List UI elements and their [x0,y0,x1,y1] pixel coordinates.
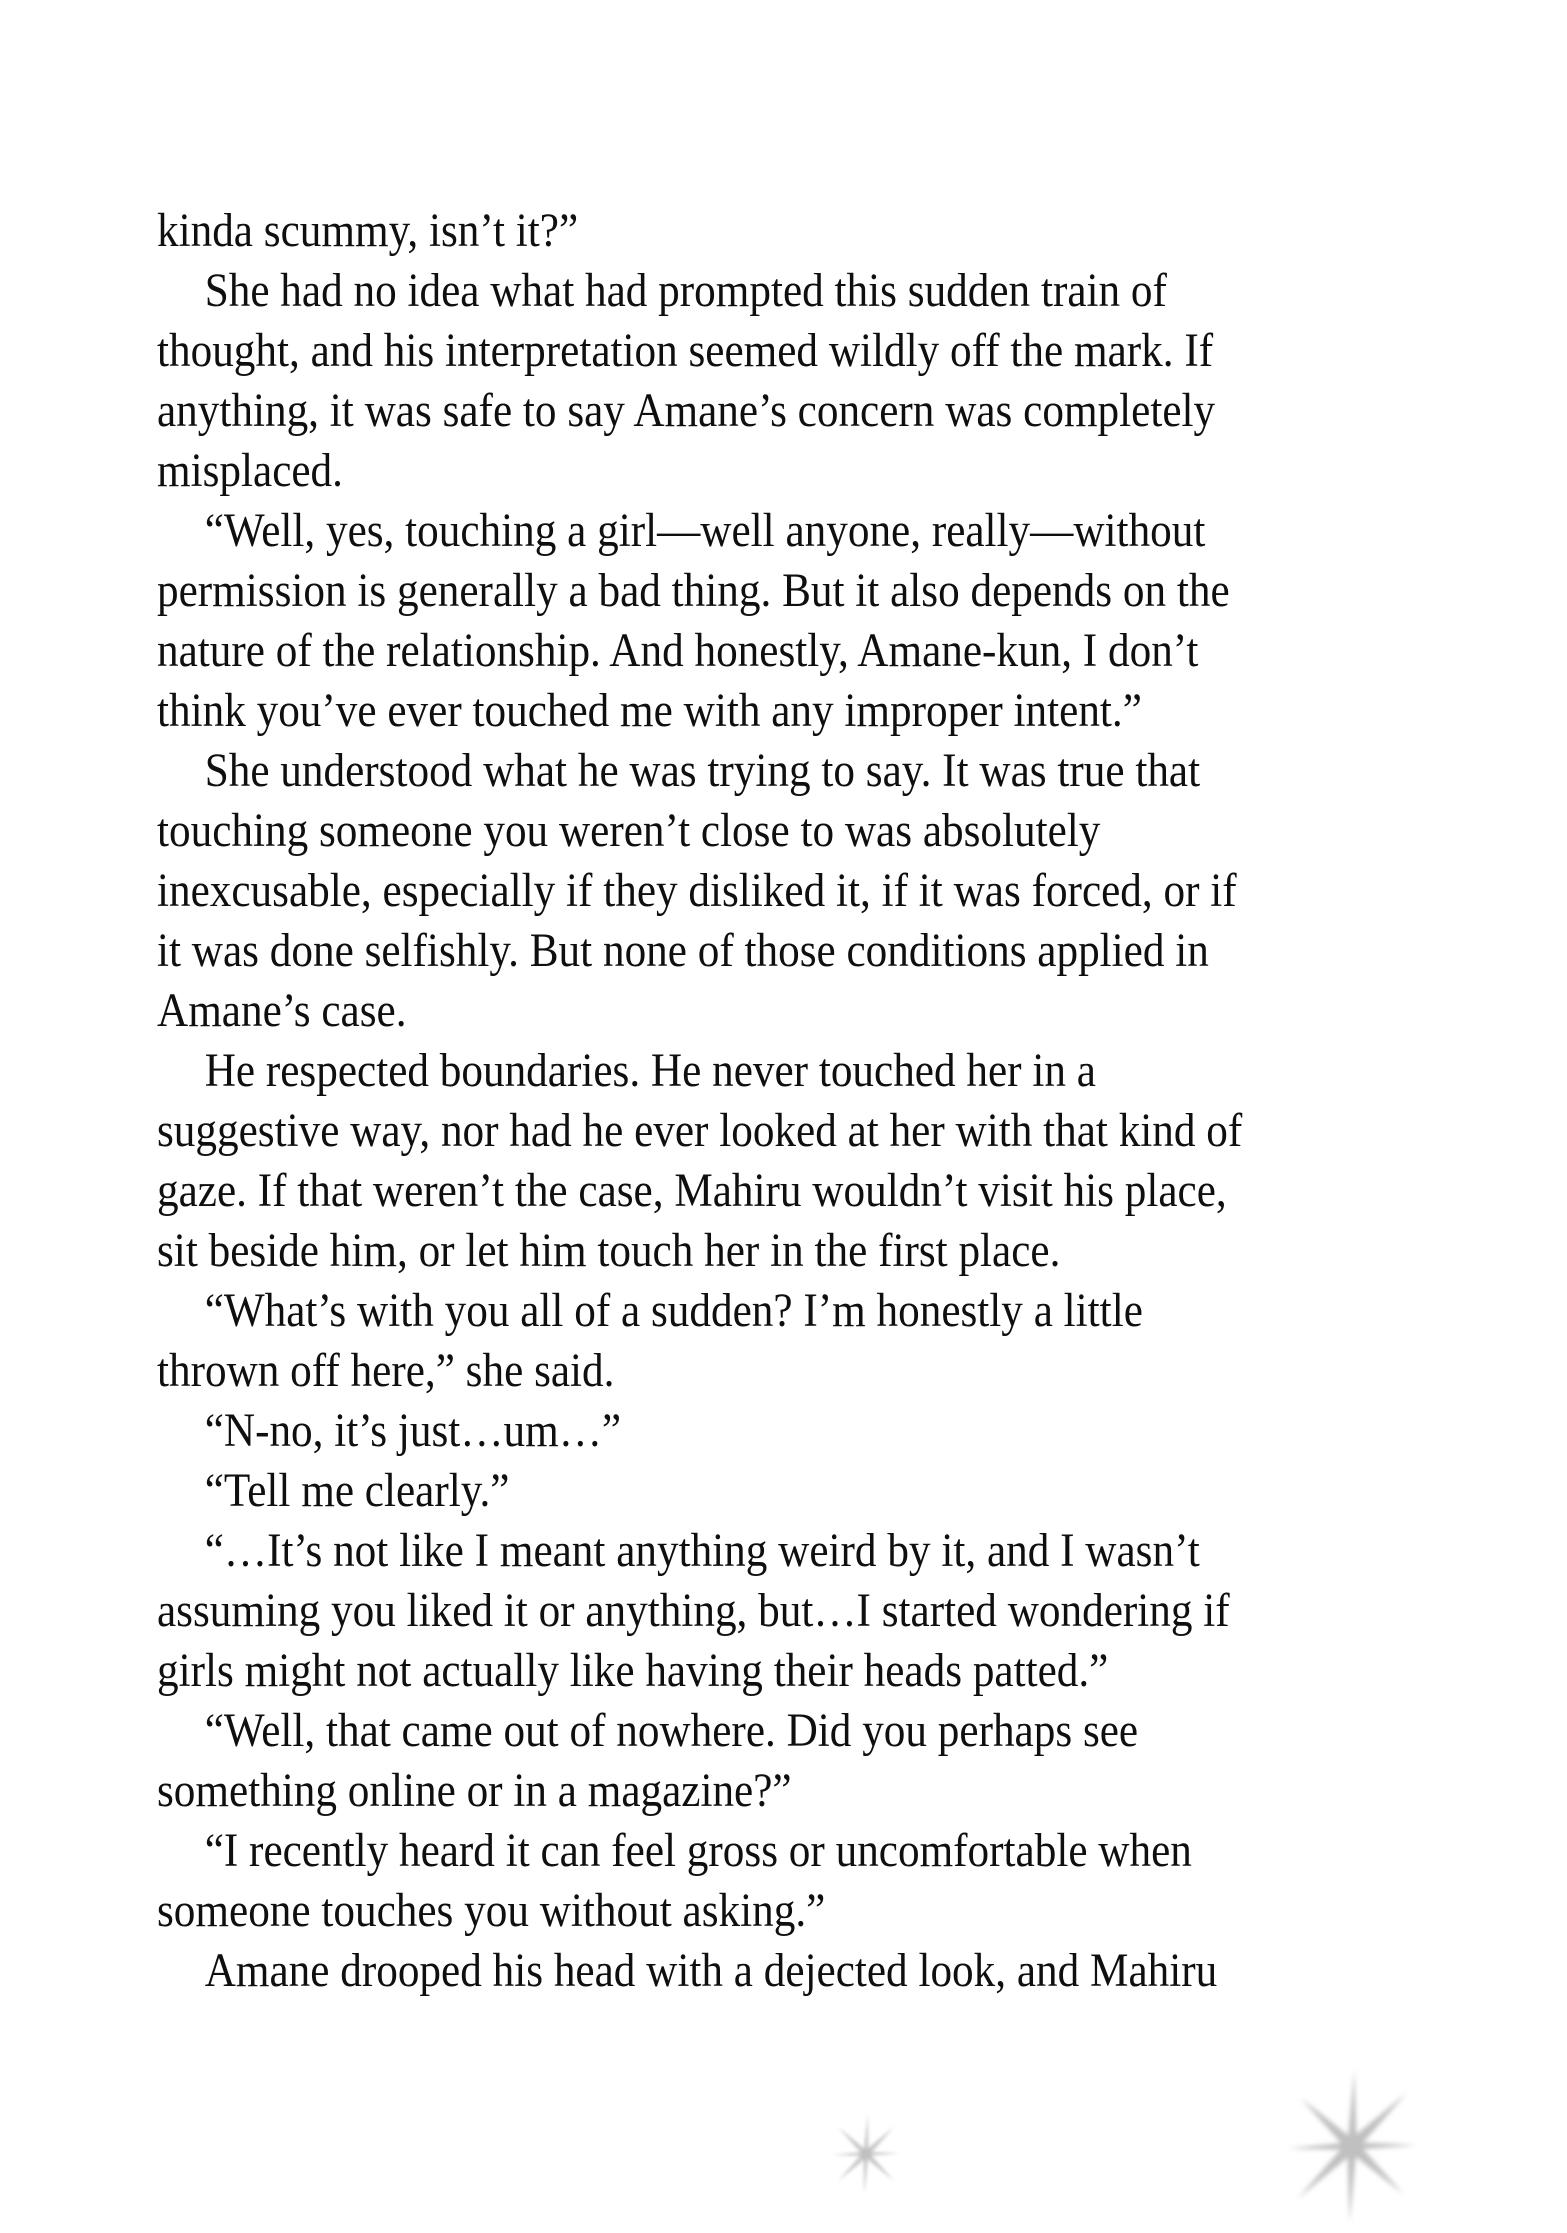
text-line: Amane drooped his head with a dejected look, and Mahiru [204,1944,1218,1997]
sparkle-icon-small [824,2112,908,2196]
sparkle-icon-large [1272,2066,1432,2226]
text-line: permission is generally a bad thing. But it also depends on the [157,564,1230,617]
text-line: “…It’s not like I meant anything weird by it, and I wasn’t [204,1524,1200,1577]
text-line: “What’s with you all of a sudden? I’m honestly a little [204,1284,1143,1337]
text-line: nature of the relationship. And honestly, Amane-kun, I don’t [157,624,1199,677]
body-text [157,201,1462,2001]
text-line: thought, and his interpretation seemed wildly off the mark. If [157,324,1214,377]
text-line: misplaced. [157,444,343,497]
text-line: inexcusable, especially if they disliked it, if it was forced, or if [157,864,1237,917]
text-line: “I recently heard it can feel gross or uncomfortable when [204,1824,1192,1877]
text-line: He respected boundaries. He never touched her in a [204,1044,1096,1097]
text-line: “Well, yes, touching a girl—well anyone, really—without [204,504,1206,557]
text-line: Amane’s case. [157,984,407,1037]
text-line: kinda scummy, isn’t it?” [157,204,579,257]
text-line: anything, it was safe to say Amane’s concern was completely [157,384,1216,437]
text-line: something online or in a magazine?” [157,1764,792,1817]
text-line: girls might not actually like having their heads patted.” [157,1644,1109,1697]
text-line: suggestive way, nor had he ever looked at her with that kind of [157,1104,1243,1157]
text-line: it was done selfishly. But none of those conditions applied in [157,924,1209,977]
text-line: “N-no, it’s just…um…” [204,1404,622,1457]
text-line: someone touches you without asking.” [157,1884,826,1937]
text-line: thrown off here,” she said. [157,1344,615,1397]
text-line: assuming you liked it or anything, but…I started wondering if [157,1584,1230,1637]
text-line: sit beside him, or let him touch her in the first place. [157,1224,1061,1277]
text-line: She had no idea what had prompted this sudden train of [204,264,1167,317]
text-line: She understood what he was trying to say. It was true that [204,744,1201,797]
text-line: “Tell me clearly.” [204,1464,510,1517]
text-line: think you’ve ever touched me with any improper intent.” [157,684,1142,737]
text-line: gaze. If that weren’t the case, Mahiru wouldn’t visit his place, [157,1164,1227,1217]
text-line: touching someone you weren’t close to was absolutely [157,804,1101,857]
text-line: “Well, that came out of nowhere. Did you perhaps see [204,1704,1139,1757]
